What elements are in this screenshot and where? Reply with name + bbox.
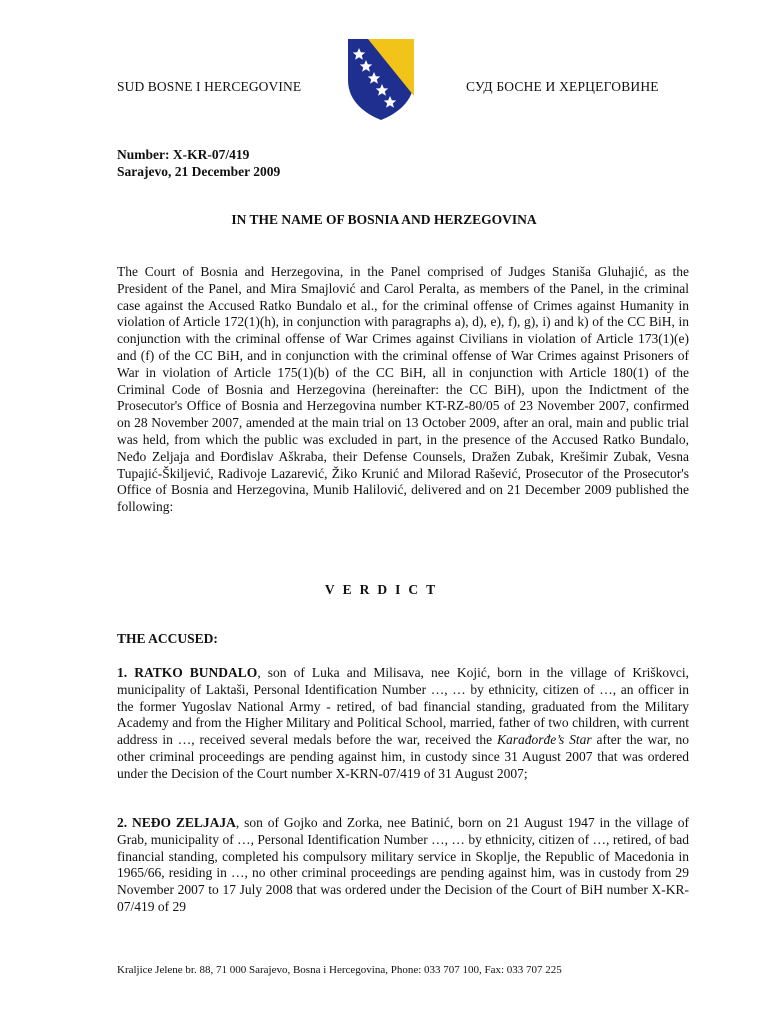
- intro-paragraph: The Court of Bosnia and Herzegovina, in the Panel comprised of Judges Staniša Gluhajić, as the President of the Panel, and Mira Smajlović and Carol Peralta, as members of the Panel, in the criminal case against the Accused Ratko Bundalo et al., for the criminal offense of Crimes against Humanity in violation of Article 172(1)(h), in conjunction with paragraphs a), d), e), f), g), i) and k) of the CC BiH, in conjunction with the criminal offense of War Crimes against Civilians in violation of Article 173(1)(e) and (f) of the CC BiH, and in conjunction with the criminal offense of War Crimes against Prisoners of War in violation of Article 175(1)(b) of the CC BiH, all in conjunction with Article 180(1) of the Criminal Code of Bosnia and Herzegovina (hereinafter: the CC BiH), upon the Indictment of the Prosecutor's Office of Bosnia and Herzegovina number KT-RZ-80/05 of 23 November 2007, confirmed on 28 November 2007, amended at the main trial on 13 October 2009, after an oral, main and public trial was held, from which the public was excluded in part, in the presence of the Accused Ratko Bundalo, Neđo Zeljaja and Đorđislav Aškraba, their Defense Counsels, Dražen Zubak, Krešimir Zubak, Vesna Tupajić-Škiljević, Radivoje Lazarević, Žiko Krunić and Milorad Rašević, Prosecutor of the Prosecutor's Office of Bosnia and Herzegovina, Munib Halilović, delivered and on 21 December 2009 published the following:: [117, 264, 689, 515]
- accused-number: 2.: [117, 815, 128, 830]
- accused-heading: THE ACCUSED:: [117, 631, 218, 646]
- accused-entry: [117, 665, 689, 783]
- court-name-cyrillic: СУД БОСНЕ И ХЕРЦЕГОВИНЕ: [466, 79, 659, 94]
- accused-entry: [117, 815, 689, 916]
- accused-name: RATKO BUNDALO: [134, 665, 258, 680]
- accused-details: , son of Luka and Milisava, nee Kojić, born in the village of Kriškovci, municipality of Laktaši, Personal Identification Number …, … by ethnicity, citizen of …, an officer in the former Yugoslav National Army - retired, of bad financial standing, graduated from the Military Academy and from the Higher Military and Political School, married, father of two children, with current address in …, received several medals before the war, received the: [117, 665, 690, 748]
- accused-details-cont: after the war, no other criminal proceedings are pending against him, in custody since 31 August 2007 that was ordered under the Decision of the Court number X-KRN-07/419 of 31 August 2007;: [117, 732, 689, 781]
- accused-name: NEĐO ZELJAJA: [132, 815, 236, 830]
- accused-details: , son of Gojko and Zorka, nee Batinić, born on 21 August 1947 in the village of Grab, municipality of …, Personal Identification Number …, … by ethnicity, citizen of …, retired, of bad financial standing, completed his compulsory military service in Skoplje, the Republic of Macedonia in 1965/66, residing in …, no other criminal proceedings are pending against him, was in custody from 29 November 2007 to 17 July 2008 that was ordered under the Decision of the Court of BiH number X-KR-07/419 of 29: [117, 815, 690, 914]
- document-title: IN THE NAME OF BOSNIA AND HERZEGOVINA: [231, 212, 537, 227]
- bosnia-coat-of-arms-icon: [344, 36, 418, 122]
- case-place-date: Sarajevo, 21 December 2009: [117, 164, 281, 179]
- accused-number: 1.: [117, 665, 128, 680]
- page-footer-address: Kraljice Jelene br. 88, 71 000 Sarajevo, Bosna i Hercegovina, Phone: 033 707 100, Fax: 033 707 225: [117, 964, 562, 976]
- court-name-latin: SUD BOSNE I HERCEGOVINE: [117, 79, 302, 94]
- verdict-heading: VERDICT: [324, 582, 444, 597]
- case-block: [117, 146, 280, 180]
- case-number: Number: X-KR-07/419: [117, 147, 250, 162]
- accused-award: Karađorđe’s Star: [497, 732, 592, 748]
